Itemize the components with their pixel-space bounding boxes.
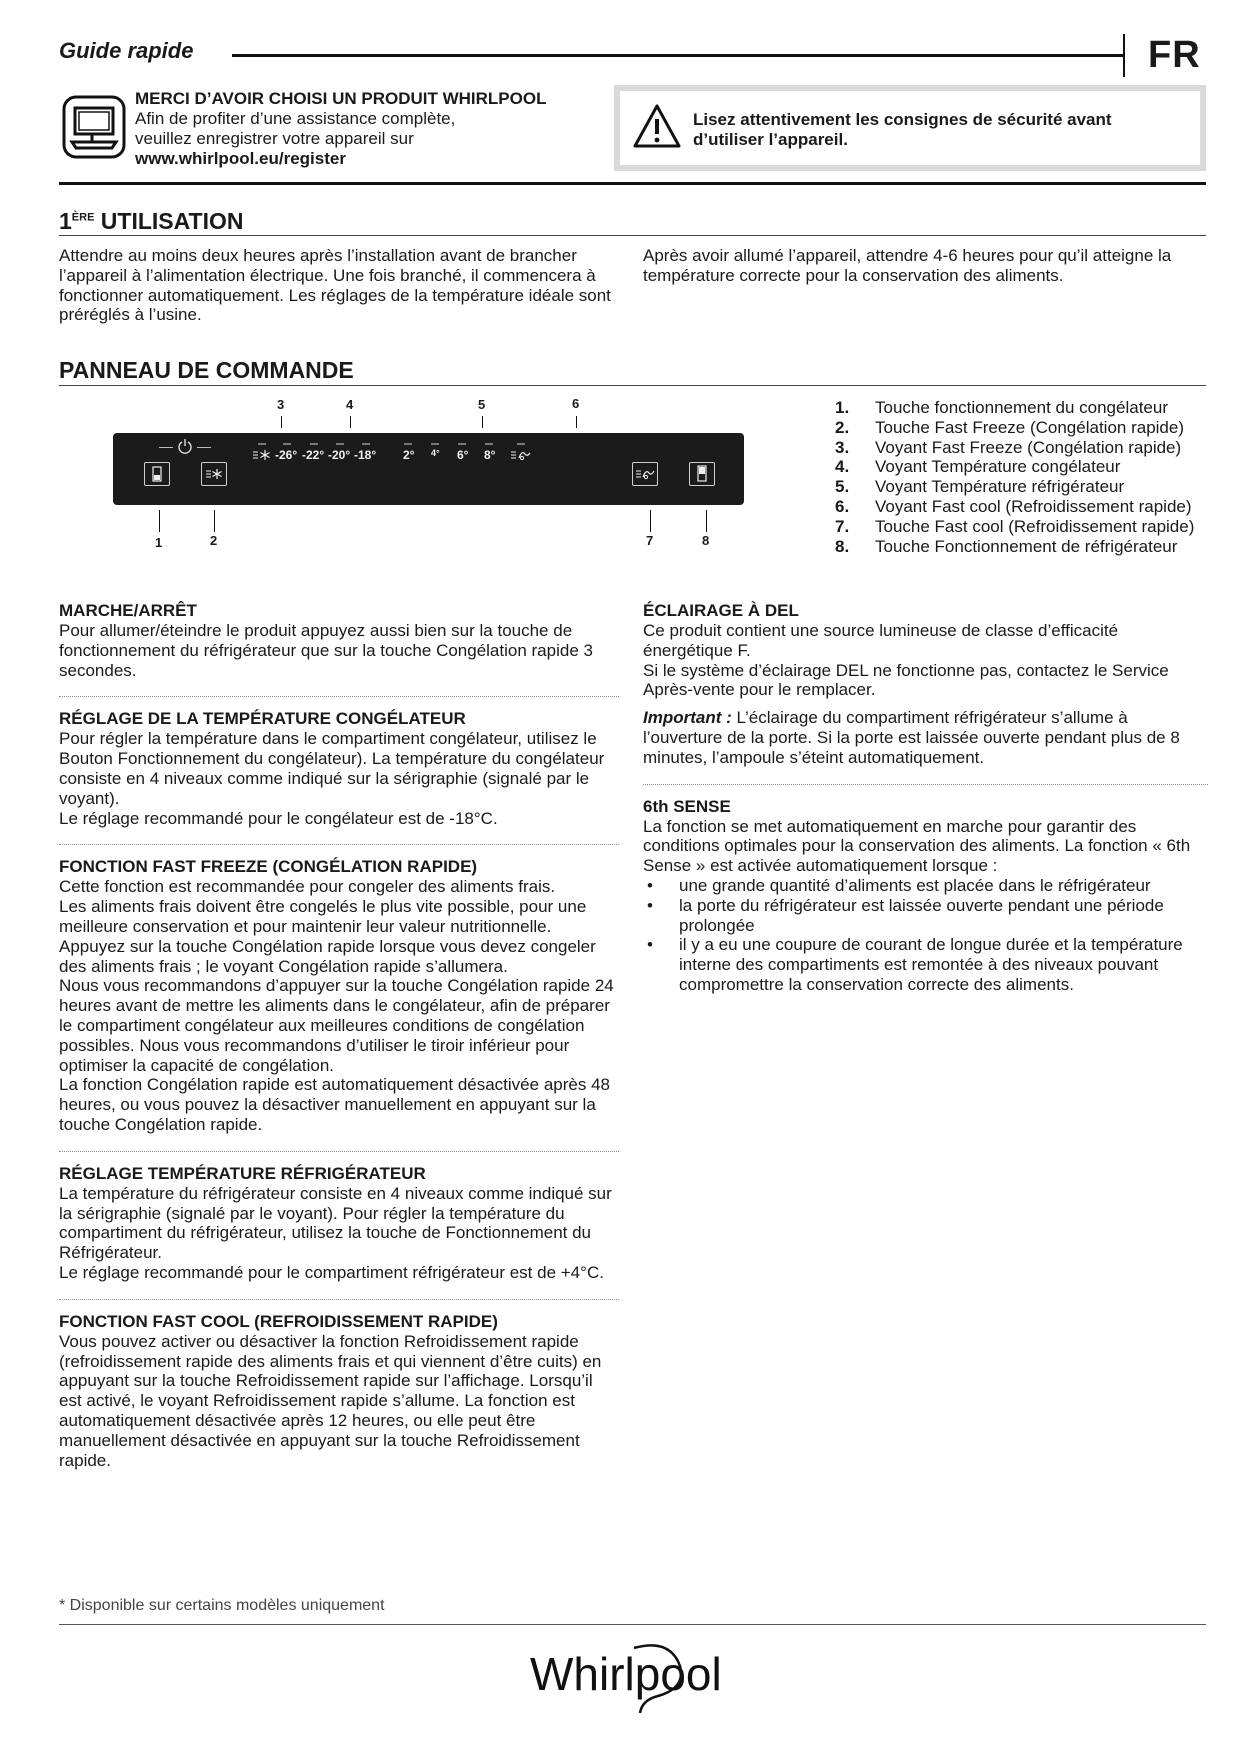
fast-freeze-p1: Cette fonction est recommandée pour congeler des aliments frais.: [59, 877, 556, 897]
warning-line-1: Lisez attentivement les consignes de sécurité avant: [693, 110, 1112, 129]
callout-line-1: [159, 510, 160, 532]
dotted-separator: [59, 1151, 619, 1152]
callout-line-5: [482, 416, 483, 428]
page-title: Guide rapide: [59, 38, 194, 63]
warning-triangle-icon: [632, 103, 682, 149]
fast-freeze-icon: [202, 463, 226, 485]
freezer-function-button[interactable]: [144, 462, 170, 486]
led-lighting-p2: Si le système d’éclairage DEL ne fonctionne pas, contactez le Service Après-vente pour le remplacer.: [643, 660, 1169, 700]
legend-item: 3. Voyant Fast Freeze (Congélation rapide): [835, 437, 1182, 457]
sixth-sense-body: La fonction se met automatiquement en marche pour garantir des conditions optimales pour la conservation des aliments. La fonction « 6th Sense » est activée automatiquement lorsque :: [643, 816, 1191, 876]
control-panel-title: PANNEAU DE COMMANDE: [59, 357, 354, 383]
callout-7: 7: [646, 533, 654, 548]
freezer-led-2: [310, 443, 318, 445]
power-icon: [177, 438, 193, 454]
fast-freeze-p2: Les aliments frais doivent être congelés le plus vite possible, pour une meilleure conservation et pour maintenir leur valeur nutritionnelle. Appuyez sur la touche Congélation rapide lorsque vous devez congeler des aliments frais ; le voyant Congélation rapide s’allumera.: [59, 897, 596, 976]
fast-freeze-button[interactable]: [201, 462, 227, 486]
fridge-led-4: [485, 443, 493, 445]
register-line-2: veuillez enregistrer votre appareil sur: [135, 129, 414, 148]
control-panel-display: [113, 433, 744, 505]
legend-item: 7. Touche Fast cool (Refroidissement rapide): [835, 516, 1195, 536]
title-rule: [232, 54, 1124, 57]
callout-line-8: [706, 510, 707, 532]
callout-line-7: [650, 510, 651, 532]
register-text: [135, 89, 546, 169]
power-line-left: [159, 447, 173, 448]
marche-arret-body: Pour allumer/éteindre le produit appuyez aussi bien sur la touche de fonctionnement du réfrigérateur que sur la touche Congélation rapide 3 secondes.: [59, 621, 593, 680]
dotted-separator: [59, 1299, 619, 1300]
left-column: [59, 601, 619, 1470]
fridge-temp-recommend: Le réglage recommandé pour le compartiment réfrigérateur est de +4°C.: [59, 1262, 604, 1282]
fast-cool-body: Vous pouvez activer ou désactiver la fonction Refroidissement rapide (refroidissement rapide des aliments frais et qui viennent d’être cuits) en appuyant sur la touche Refroidissement rapide sur l’affichage. Lorsqu’il est activé, le voyant Refroidissement rapide s’allume. La fonction est automatiquement désactivée après 12 heures, ou elle peut être manuellement désactivée en appuyant sur la touche Refroidissement rapide.: [59, 1331, 602, 1470]
dotted-separator: [59, 696, 619, 697]
fast-cool-button[interactable]: [632, 462, 658, 486]
callout-1: 1: [155, 535, 163, 550]
callout-line-3: [281, 416, 282, 428]
fridge-temp-title: RÉGLAGE TEMPÉRATURE RÉFRIGÉRATEUR: [59, 1163, 426, 1183]
header-rule: [59, 182, 1206, 185]
legend-item: 4. Voyant Température congélateur: [835, 457, 1121, 477]
footer-rule: [59, 1624, 1206, 1625]
right-column: [643, 601, 1208, 995]
list-item: • la porte du réfrigérateur est laissée ouverte pendant une période prolongée: [643, 896, 1208, 936]
register-heading: MERCI D’AVOIR CHOISI UN PRODUIT WHIRLPOOL: [135, 89, 547, 108]
fridge-temp-2: 4°: [431, 448, 440, 458]
register-url[interactable]: www.whirlpool.eu/register: [135, 149, 346, 168]
led-lighting-important: Important : L’éclairage du compartiment réfrigérateur s’allume à l’ouverture de la porte. Si la porte est laissée ouverte pendant plus de 8 minutes, l’ampoule s’éteint automatiquement.: [643, 708, 1180, 767]
callout-4: 4: [346, 397, 354, 412]
callout-line-6: [576, 416, 577, 428]
fridge-led-3: [458, 443, 466, 445]
control-panel-legend: [835, 398, 1194, 556]
control-panel-rule: [59, 385, 1206, 386]
computer-icon: [62, 95, 126, 159]
led-lighting-p1: Ce produit contient une source lumineuse de classe d’efficacité énergétique F.: [643, 621, 1119, 660]
freezer-temp-3: -20°: [328, 448, 351, 462]
callout-line-2: [214, 510, 215, 532]
callout-6: 6: [572, 396, 580, 411]
list-item: • une grande quantité d’aliments est placée dans le réfrigérateur: [643, 876, 1208, 896]
fast-freeze-p4: La fonction Congélation rapide est automatiquement désactivée après 48 heures, ou vous pouvez la désactiver manuellement en appuyant sur la touche Congélation rapide.: [59, 1075, 610, 1134]
fast-cool-icon: [633, 463, 657, 485]
first-use-title: 1ÈRE UTILISATION: [59, 208, 244, 234]
legend-item: 5. Voyant Température réfrigérateur: [835, 477, 1125, 497]
freezer-led-1: [283, 443, 291, 445]
fast-freeze-title: FONCTION FAST FREEZE (CONGÉLATION RAPIDE): [59, 857, 478, 877]
list-item: • il y a eu une coupure de courant de longue durée et la température interne des compartiments est remontée à des niveaux pouvant compromettre la conservation correcte des aliments.: [643, 935, 1208, 994]
title-divider: [1123, 34, 1125, 77]
fast-cool-title: FONCTION FAST COOL (REFROIDISSEMENT RAPIDE): [59, 1311, 498, 1331]
callout-5: 5: [478, 397, 486, 412]
fridge-temp-3: 6°: [457, 448, 469, 462]
freezer-temp-title: RÉGLAGE DE LA TEMPÉRATURE CONGÉLATEUR: [59, 709, 466, 729]
register-line-1: Afin de profiter d’une assistance complète,: [135, 109, 456, 128]
fridge-temp-1: 2°: [403, 448, 415, 462]
first-use-right: Après avoir allumé l’appareil, attendre 4-6 heures pour qu’il atteigne la température correcte pour la conservation des aliments.: [643, 246, 1172, 285]
callout-2: 2: [210, 533, 218, 548]
language-code: FR: [1148, 34, 1201, 76]
dotted-separator: [643, 784, 1208, 785]
safety-warning-box: [614, 85, 1206, 171]
fridge-led-2: [431, 443, 439, 445]
fridge-temp-body: La température du réfrigérateur consiste en 4 niveaux comme indiqué sur la sérigraphie (signalé par le voyant). Pour régler la température du compartiment du réfrigérateur, utilisez la touche de Fonctionnement du Réfrigérateur.: [59, 1183, 612, 1263]
sixth-sense-title: 6th SENSE: [643, 796, 731, 816]
legend-item: 2. Touche Fast Freeze (Congélation rapide): [835, 417, 1184, 437]
freezer-led-4: [362, 443, 370, 445]
legend-item: 8. Touche Fonctionnement de réfrigérateur: [835, 536, 1178, 556]
fast-cool-indicator-icon: [510, 448, 532, 462]
fast-freeze-indicator-icon: [252, 448, 274, 462]
legend-item: 6. Voyant Fast cool (Refroidissement rapide): [835, 496, 1192, 516]
fast-freeze-led: [258, 443, 266, 445]
marche-arret-title: MARCHE/ARRÊT: [59, 601, 197, 620]
fast-cool-led: [517, 443, 525, 445]
fridge-led-1: [404, 443, 412, 445]
dotted-separator: [59, 844, 619, 845]
first-use-rule: [59, 235, 1206, 236]
fridge-compartment-icon: [690, 463, 714, 485]
whirlpool-logo: [530, 1638, 730, 1718]
logo-wordmark: Whirlpool: [530, 1648, 722, 1700]
freezer-led-3: [336, 443, 344, 445]
freezer-temp-recommend: Le réglage recommandé pour le congélateur est de -18°C.: [59, 808, 498, 828]
sixth-sense-list: [643, 876, 1208, 995]
callout-8: 8: [702, 533, 710, 548]
freezer-temp-body: Pour régler la température dans le compartiment congélateur, utilisez le Bouton Fonctionnement du congélateur). La température du congélateur consiste en 4 niveaux comme indiqué sur la sérigraphie (signalé par le voyant).: [59, 729, 605, 808]
led-lighting-title: ÉCLAIRAGE À DEL: [643, 601, 799, 620]
footnote: * Disponible sur certains modèles uniquement: [59, 1597, 385, 1614]
first-use-left: Attendre au moins deux heures après l’installation avant de brancher l’appareil à l’alimentation électrique. Une fois branché, il commencera à fonctionner automatiquement. Les réglages de la température idéale sont préréglés à l’usine.: [59, 246, 611, 325]
freezer-temp-1: -26°: [275, 448, 298, 462]
fridge-function-button[interactable]: [689, 462, 715, 486]
callout-line-4: [350, 416, 351, 428]
callout-3: 3: [277, 397, 285, 412]
freezer-temp-4: -18°: [354, 448, 377, 462]
warning-line-2: d’utiliser l’appareil.: [693, 130, 848, 149]
fridge-temp-4: 8°: [484, 448, 496, 462]
freezer-compartment-icon: [145, 463, 169, 485]
freezer-temp-2: -22°: [302, 448, 325, 462]
legend-item: 1. Touche fonctionnement du congélateur: [835, 398, 1168, 417]
power-line-right: [197, 447, 211, 448]
fast-freeze-p3: Nous vous recommandons d’appuyer sur la touche Congélation rapide 24 heures avant de mettre les aliments dans le congélateur, afin de préparer le compartiment congélateur aux meilleures conditions de congélation possibles. Nous vous recommandons d’utiliser le tiroir inférieur pour optimiser la capacité de congélation.: [59, 976, 614, 1075]
